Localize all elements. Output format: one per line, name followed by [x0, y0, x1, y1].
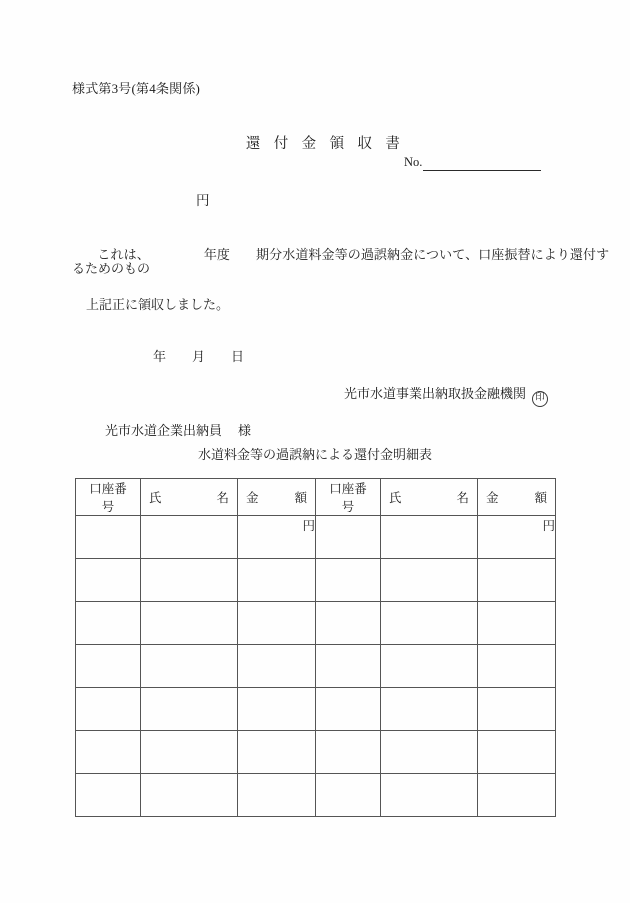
cell-amount-right[interactable]: [478, 731, 556, 774]
fiscal-year-label: 年度: [203, 247, 231, 262]
title-char-4: 領: [329, 136, 345, 152]
cell-account-no-left[interactable]: [76, 516, 141, 559]
body-rest: 期分水道料金等の過誤納金について、口座振替により還付す: [256, 247, 610, 262]
cell-name-left[interactable]: [141, 645, 238, 688]
cell-amount-right[interactable]: [478, 602, 556, 645]
cell-amount-right[interactable]: [478, 774, 556, 817]
cell-account-no-left[interactable]: [76, 559, 141, 602]
table-row: [76, 688, 556, 731]
title-char-5: 収: [357, 136, 373, 152]
cell-account-no-right[interactable]: [316, 731, 381, 774]
total-amount-yen-unit: 円: [196, 193, 210, 208]
cell-account-no-left[interactable]: [76, 774, 141, 817]
cell-name-left[interactable]: [141, 602, 238, 645]
cell-name-right[interactable]: [381, 602, 478, 645]
title-char-2: 付: [273, 136, 289, 152]
addressee-name: 光市水道企業出納員: [105, 423, 223, 438]
cell-name-right[interactable]: [381, 774, 478, 817]
body-paragraph-line-2: るためのもの: [72, 261, 151, 276]
financial-institution-line: [331, 367, 548, 423]
cell-name-left[interactable]: [141, 559, 238, 602]
body-paragraph-line-1: [84, 228, 609, 279]
header-text-last: 名: [216, 491, 229, 505]
table-row: [76, 602, 556, 645]
cell-account-no-right[interactable]: [316, 688, 381, 731]
table-body: [76, 516, 556, 817]
receipt-number-field[interactable]: [404, 155, 541, 171]
cell-name-right[interactable]: [381, 559, 478, 602]
month-label: 月: [192, 349, 206, 364]
cell-amount-right[interactable]: [478, 688, 556, 731]
cell-amount-left[interactable]: 円: [238, 516, 316, 559]
table-row: [76, 516, 556, 559]
cell-amount-right[interactable]: [478, 645, 556, 688]
table-row: [76, 559, 556, 602]
date-field-row: [140, 330, 244, 381]
cell-account-no-right[interactable]: [316, 559, 381, 602]
title-char-1: 還: [245, 136, 261, 152]
cell-amount-left[interactable]: [238, 645, 316, 688]
header-text-first: 金: [246, 491, 259, 505]
header-text-last: 名: [456, 491, 469, 505]
year-label: 年: [153, 349, 167, 364]
body-intro: これは、: [97, 247, 150, 262]
cell-account-no-right[interactable]: [316, 516, 381, 559]
cell-account-no-right[interactable]: [316, 602, 381, 645]
receipt-number-label: No.: [404, 155, 423, 169]
cell-name-left[interactable]: [141, 516, 238, 559]
header-amount-left: [238, 479, 316, 516]
header-text: 口座番号: [329, 482, 367, 514]
header-name-left: [141, 479, 238, 516]
table-row: [76, 645, 556, 688]
header-text-first: 氏: [149, 491, 162, 505]
seal-stamp-icon: 印: [532, 391, 548, 407]
cell-account-no-left[interactable]: [76, 731, 141, 774]
day-label: 日: [231, 349, 245, 364]
refund-detail-table: [75, 478, 556, 817]
cell-amount-left[interactable]: [238, 774, 316, 817]
cell-name-right[interactable]: [381, 731, 478, 774]
cell-name-left[interactable]: [141, 731, 238, 774]
title-char-3: 金: [301, 136, 317, 152]
header-amount-right: [478, 479, 556, 516]
header-account-no-left: [76, 479, 141, 516]
cell-amount-left[interactable]: [238, 731, 316, 774]
table-row: [76, 774, 556, 817]
receipt-confirmation-statement: 上記正に領収しました。: [86, 297, 230, 312]
header-text-last: 額: [294, 491, 307, 505]
cell-amount-right[interactable]: 円: [478, 516, 556, 559]
table-row: [76, 731, 556, 774]
cell-name-right[interactable]: [381, 516, 478, 559]
cell-name-left[interactable]: [141, 688, 238, 731]
cell-account-no-left[interactable]: [76, 645, 141, 688]
cell-amount-left[interactable]: [238, 602, 316, 645]
financial-institution-label: 光市水道事業出納取扱金融機関: [344, 386, 527, 401]
header-name-right: [381, 479, 478, 516]
cell-account-no-left[interactable]: [76, 688, 141, 731]
header-text-last: 額: [534, 491, 547, 505]
receipt-number-blank[interactable]: [423, 156, 541, 171]
cell-amount-right[interactable]: [478, 559, 556, 602]
header-text: 口座番号: [89, 482, 127, 514]
cell-name-left[interactable]: [141, 774, 238, 817]
cell-amount-left[interactable]: [238, 688, 316, 731]
header-account-no-right: [316, 479, 381, 516]
detail-table-caption: 水道料金等の過誤納による還付金明細表: [197, 447, 432, 462]
cell-account-no-right[interactable]: [316, 774, 381, 817]
cell-name-right[interactable]: [381, 645, 478, 688]
cell-account-no-right[interactable]: [316, 645, 381, 688]
form-number-label: 様式第3号(第4条関係): [72, 81, 201, 96]
cell-amount-left[interactable]: [238, 559, 316, 602]
header-text-first: 金: [486, 491, 499, 505]
cell-name-right[interactable]: [381, 688, 478, 731]
cell-account-no-left[interactable]: [76, 602, 141, 645]
addressee-honorific: 様: [238, 423, 252, 438]
title-char-6: 書: [385, 136, 401, 152]
table-header-row: [76, 479, 556, 516]
header-text-first: 氏: [389, 491, 402, 505]
